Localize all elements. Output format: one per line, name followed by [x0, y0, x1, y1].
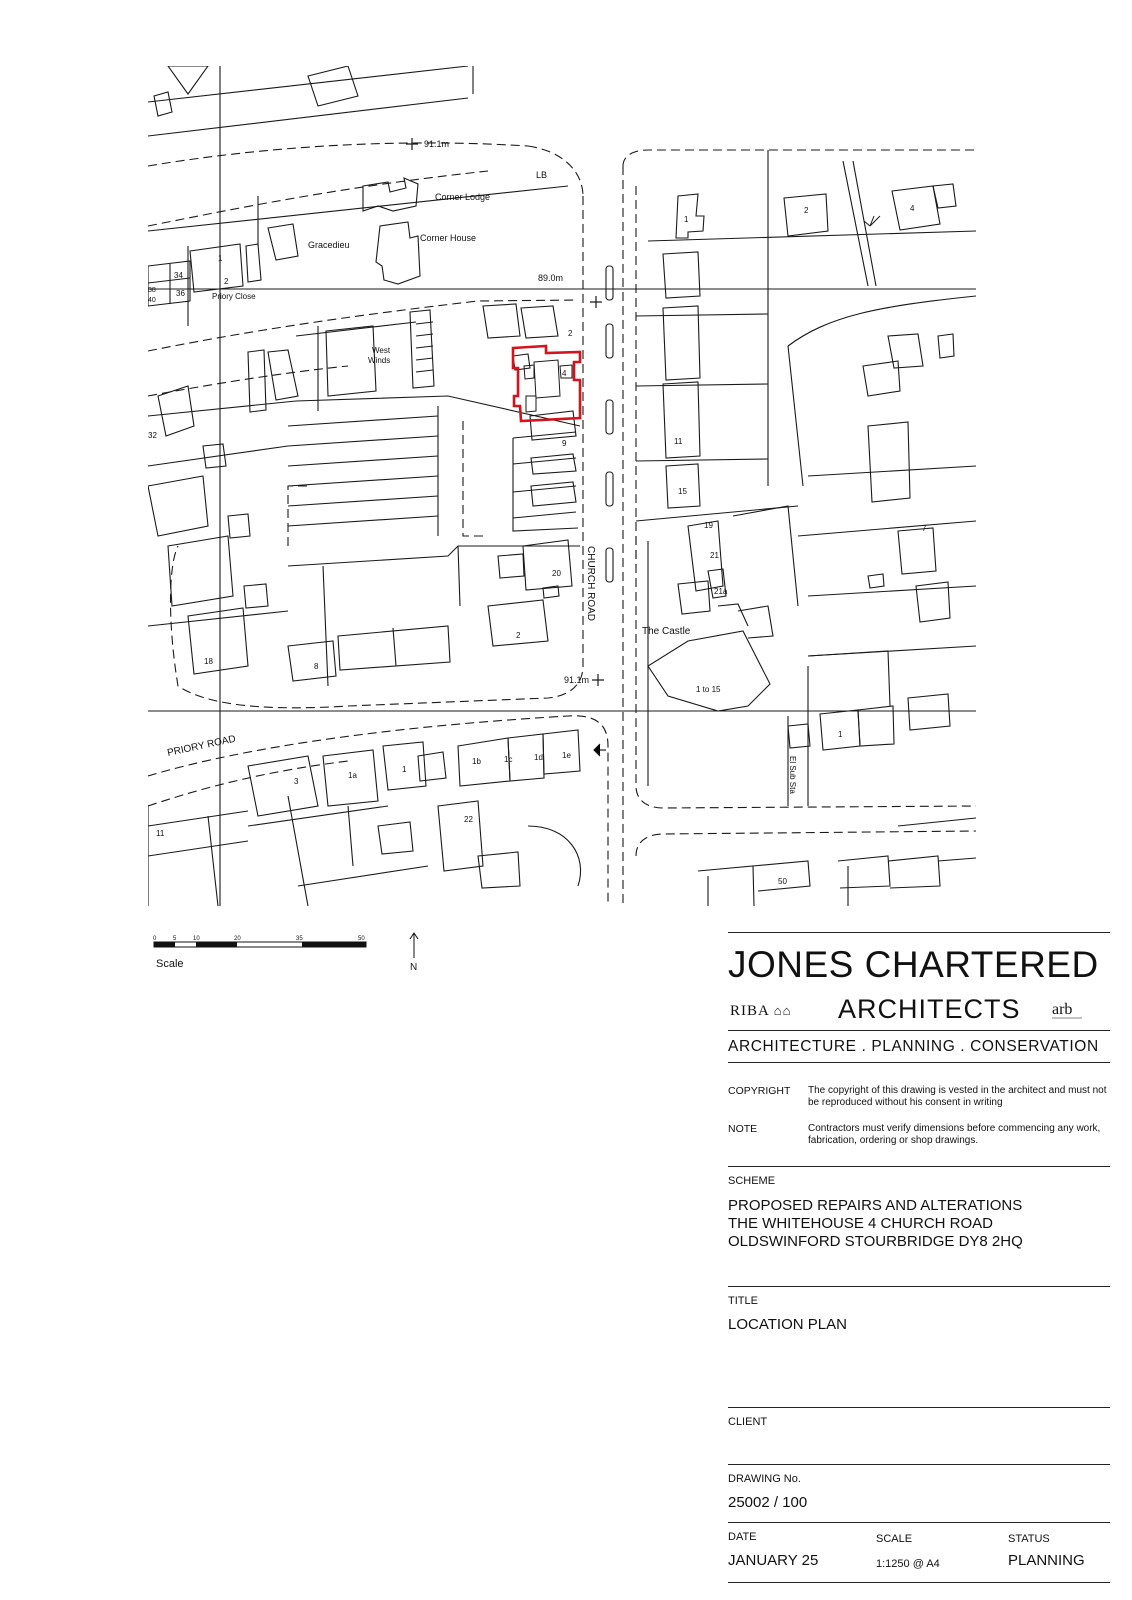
building-4-church-road [534, 360, 560, 398]
scale-field-label: SCALE [876, 1533, 913, 1545]
scale-field-value: 1:1250 @ A4 [876, 1558, 940, 1570]
title-value: LOCATION PLAN [728, 1316, 847, 1333]
scale-tick: 5 [173, 936, 177, 942]
house-number: 22 [464, 815, 473, 824]
house-number: 1b [472, 757, 481, 766]
arb-logo [1050, 998, 1086, 1024]
scale-tick: 20 [234, 936, 241, 942]
map-labels [148, 139, 927, 886]
house-number: 1 [402, 765, 407, 774]
west-winds-label-1: West [372, 346, 391, 355]
practice-subtitle: ARCHITECTS [838, 994, 1021, 1024]
house-number: 1d [534, 753, 543, 762]
house-number: 19 [704, 521, 713, 530]
north-label: N [410, 962, 418, 972]
copyright-label: COPYRIGHT [728, 1085, 791, 1097]
buildings-east [636, 150, 976, 806]
scale-tick: 10 [193, 936, 200, 942]
date-label: DATE [728, 1531, 757, 1543]
the-castle-label: The Castle [642, 626, 691, 637]
house-number: 34 [174, 271, 183, 280]
house-number: 1 [218, 254, 223, 263]
house-number: 21a [714, 587, 728, 596]
house-number: 36 [176, 289, 185, 298]
level-label-top: 91.1m [424, 139, 450, 149]
house-number: 3 [294, 777, 299, 786]
copyright-text: The copyright of this drawing is vested in the architect and must not be reproduced without his consent in writing [808, 1085, 1107, 1108]
note-text: Contractors must verify dimensions before commencing any work, fabrication, ordering or shop drawings. [808, 1123, 1101, 1146]
drawing-no-label: DRAWING No. [728, 1473, 801, 1485]
scheme-line-2: THE WHITEHOUSE 4 CHURCH ROAD [728, 1215, 994, 1232]
house-number: 38 [148, 287, 156, 294]
title-block-rule [728, 1407, 1110, 1408]
date-value: JANUARY 25 [728, 1552, 819, 1569]
title-block-rule [728, 1286, 1110, 1287]
lane-arrow-icon [864, 216, 880, 226]
title-block-rule [728, 1522, 1110, 1523]
house-number: 11 [674, 437, 683, 446]
site-boundary [513, 346, 580, 421]
level-label-bottom: 91.1m [564, 675, 590, 685]
scale-tick: 50 [358, 936, 365, 942]
status-label: STATUS [1008, 1533, 1050, 1545]
church-road-label: CHURCH ROAD [585, 546, 596, 621]
house-number: 2 [516, 631, 521, 640]
house-number: 2 [804, 206, 809, 215]
house-number: 9 [562, 439, 567, 448]
house-number: 40 [148, 297, 156, 304]
house-number: 1 [684, 215, 689, 224]
location-map [148, 66, 976, 906]
riba-logo: RIBA ⌂⌂ [730, 1003, 792, 1019]
house-number: 11 [156, 829, 165, 838]
title-block-rule [728, 1166, 1110, 1167]
house-number: 50 [778, 877, 787, 886]
scale-tick: 0 [153, 936, 157, 942]
house-number: 32 [148, 431, 157, 440]
north-arrow-icon [404, 932, 434, 972]
title-label: TITLE [728, 1295, 758, 1307]
house-number: 2 [224, 277, 229, 286]
svg-text:arb: arb [1052, 1001, 1073, 1018]
house-number: 2 [568, 329, 573, 338]
el-sub-sta-label: El Sub Sta [788, 756, 797, 794]
practice-tagline: ARCHITECTURE . PLANNING . CONSERVATION [728, 1038, 1099, 1055]
lb-label: LB [536, 170, 548, 180]
client-label: CLIENT [728, 1416, 768, 1428]
title-block-rule [728, 1582, 1110, 1583]
drawing-no-value: 25002 / 100 [728, 1494, 808, 1511]
house-number: 21 [710, 551, 719, 560]
title-block-rule [728, 1062, 1110, 1063]
buildings [148, 66, 580, 686]
house-number: 1a [348, 771, 357, 780]
house-number: 1 to 15 [696, 685, 721, 694]
house-number: 4 [910, 204, 915, 213]
road-islands [606, 266, 613, 582]
priory-road-label: PRIORY ROAD [166, 733, 237, 759]
gracedieu-label: Gracedieu [308, 240, 350, 250]
level-label-mid: 89.0m [538, 273, 564, 283]
scale-bar [150, 934, 390, 974]
house-number: 7 [922, 524, 927, 533]
scale-tick: 35 [296, 936, 303, 942]
west-winds-label-2: Winds [368, 356, 391, 365]
scheme-line-3: OLDSWINFORD STOURBRIDGE DY8 2HQ [728, 1233, 1023, 1250]
house-number: 15 [678, 487, 687, 496]
house-number: 8 [314, 662, 319, 671]
scheme-line-1: PROPOSED REPAIRS AND ALTERATIONS [728, 1197, 1023, 1214]
house-number: 4 [562, 369, 567, 378]
practice-name: JONES CHARTERED [728, 944, 1099, 985]
house-number: 1c [504, 755, 513, 764]
scale-label: Scale [156, 958, 184, 970]
corner-house-label: Corner House [420, 233, 477, 243]
priory-close-label: Priory Close [212, 292, 256, 301]
corner-lodge-label: Corner Lodge [435, 192, 491, 202]
road-kerbs [148, 143, 976, 906]
title-block-rule [728, 1464, 1110, 1465]
house-number: 18 [204, 657, 213, 666]
house-number: 20 [552, 569, 561, 578]
house-number: 1e [562, 751, 571, 760]
scheme-label: SCHEME [728, 1175, 776, 1187]
note-label: NOTE [728, 1123, 758, 1135]
status-value: PLANNING [1008, 1552, 1085, 1569]
house-number: 1 [838, 730, 843, 739]
title-block-rule [728, 932, 1110, 933]
title-block-rule [728, 1030, 1110, 1031]
